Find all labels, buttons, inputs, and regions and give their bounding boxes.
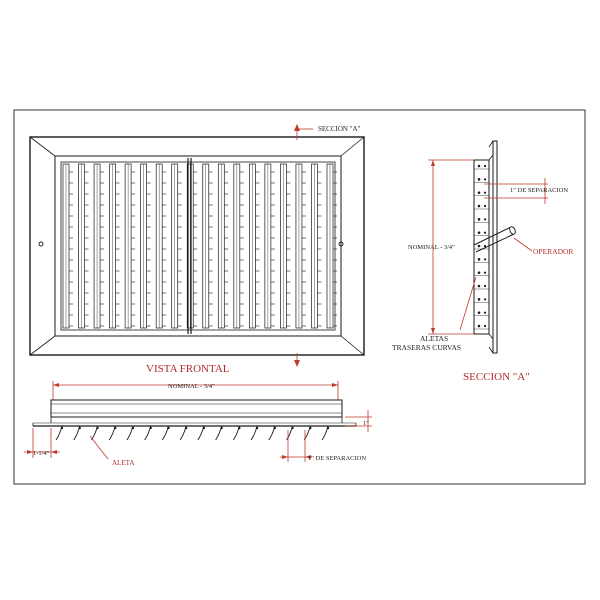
sheet-border	[14, 110, 585, 484]
front-blade	[125, 164, 135, 328]
screw-hole-left	[39, 242, 43, 246]
flange-width-label: 1-1/4"	[33, 450, 50, 457]
front-inner-frame	[55, 156, 341, 336]
bottom-blade	[233, 426, 240, 440]
section-blade	[474, 325, 489, 329]
section-blade	[474, 311, 489, 315]
separation-bottom-label: 1" DE SEPARACION	[308, 455, 367, 462]
front-blade	[187, 164, 197, 328]
nominal-top-label: NOMINAL - 3/4"	[168, 383, 215, 390]
rear-blades-label-1: ALETAS	[420, 334, 449, 343]
bottom-blade	[180, 426, 187, 440]
section-blade	[474, 178, 489, 182]
front-blade	[172, 164, 182, 328]
bottom-blade	[216, 426, 223, 440]
section-blade	[474, 285, 489, 289]
bottom-blade	[322, 426, 329, 440]
section-blade	[474, 191, 489, 195]
bottom-blade	[162, 426, 169, 440]
front-blade	[94, 164, 104, 328]
front-blade	[110, 164, 120, 328]
front-blade	[156, 164, 166, 328]
bottom-blade	[109, 426, 116, 440]
bottom-blade	[269, 426, 276, 440]
bottom-blade	[251, 426, 258, 440]
rear-blades-label-2: TRASERAS CURVAS	[392, 343, 462, 352]
operator-rod	[474, 226, 516, 252]
front-blade	[296, 164, 306, 328]
section-view-title: SECCION "A"	[463, 371, 530, 383]
front-blade	[280, 164, 290, 328]
section-blade	[474, 218, 489, 222]
front-blade	[218, 164, 228, 328]
section-blade	[474, 271, 489, 275]
front-view	[30, 124, 364, 375]
operator-label: OPERADOR	[533, 247, 574, 256]
section-view	[392, 141, 573, 383]
front-blades-group	[63, 164, 337, 328]
front-outer-frame	[30, 137, 364, 355]
bottom-blade	[127, 426, 134, 440]
front-blade	[311, 164, 321, 328]
section-blade	[474, 258, 489, 262]
nominal-side-label: NOMINAL - 3/4"	[408, 244, 455, 251]
blade-label: ALETA	[112, 459, 135, 467]
bottom-blade	[145, 426, 152, 440]
front-blade	[234, 164, 244, 328]
section-blade	[474, 205, 489, 209]
front-view-title: VISTA FRONTAL	[146, 363, 230, 375]
section-face-plate	[493, 141, 497, 353]
bottom-view	[24, 381, 372, 467]
depth-label: 1"	[363, 420, 369, 427]
front-blade	[63, 164, 73, 328]
section-blade	[474, 165, 489, 169]
front-blade	[249, 164, 259, 328]
front-blade	[79, 164, 89, 328]
front-blade	[265, 164, 275, 328]
bottom-blade	[91, 426, 98, 440]
front-blade	[203, 164, 213, 328]
front-blade	[327, 164, 337, 328]
separation-side-label: 1" DE SEPARACION	[510, 187, 569, 194]
bottom-blade	[198, 426, 205, 440]
bottom-frame-body	[51, 400, 342, 417]
bottom-blade	[56, 426, 63, 440]
front-blade	[141, 164, 151, 328]
section-blade	[474, 231, 489, 235]
section-blade	[474, 298, 489, 302]
section-marker-label: SECCION "A"	[318, 125, 361, 133]
bottom-blade	[74, 426, 81, 440]
